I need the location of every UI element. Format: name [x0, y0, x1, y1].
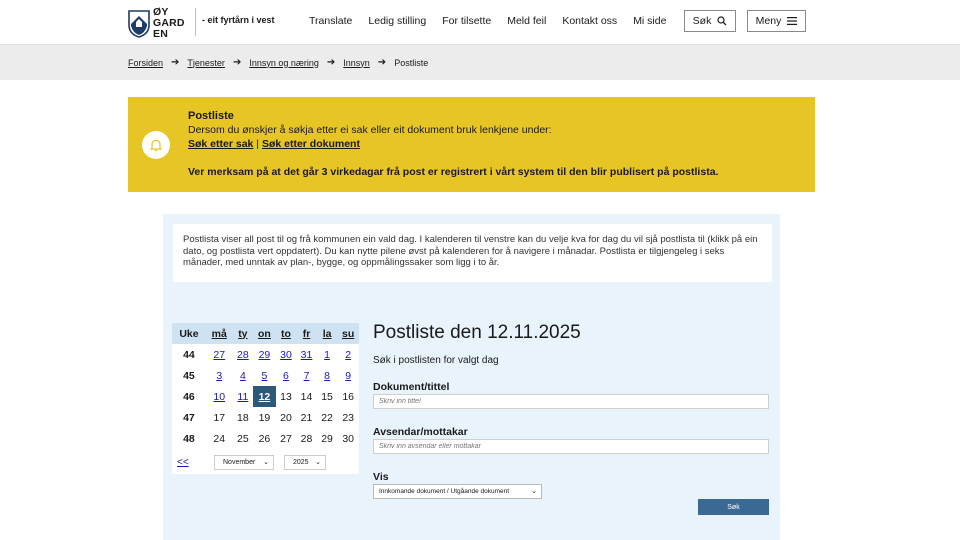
- calendar-day[interactable]: [276, 365, 297, 386]
- search-icon: [717, 16, 727, 26]
- postliste-panel: [163, 214, 780, 540]
- calendar-day: 15: [321, 390, 333, 403]
- calendar-day[interactable]: [276, 344, 297, 365]
- site-header: [0, 0, 960, 45]
- year-select-value: 2025: [293, 459, 309, 466]
- week-number: 48: [183, 432, 195, 445]
- calendar-day[interactable]: [253, 365, 276, 386]
- document-title-input[interactable]: [373, 394, 769, 409]
- calendar-day[interactable]: [296, 365, 317, 386]
- calendar-day: 13: [280, 390, 292, 403]
- breadcrumb: [128, 57, 428, 68]
- notice-warning: Ver merksam på at det går 3 virkedagar frå post er registrert i vårt system til den blir publisert på postlista.: [188, 166, 719, 178]
- search-case-link[interactable]: Søk etter sak: [188, 138, 254, 150]
- crumb-innsyn[interactable]: Innsyn: [343, 57, 370, 68]
- vis-label: Vis: [373, 471, 389, 483]
- calendar-day[interactable]: [206, 386, 233, 407]
- info-notice: [128, 97, 815, 192]
- month-select-value: November: [223, 459, 256, 466]
- day-header-to: to: [276, 323, 297, 344]
- calendar-day-link[interactable]: 9: [345, 369, 352, 382]
- prev-month-link[interactable]: <<: [177, 457, 189, 468]
- document-label: Dokument/tittel: [373, 381, 450, 393]
- crumb-current: Postliste: [394, 57, 429, 68]
- calendar-day-link[interactable]: 4: [239, 369, 246, 382]
- calendar-day[interactable]: [253, 344, 276, 365]
- notice-links: [188, 137, 718, 151]
- header-search-button[interactable]: [684, 10, 736, 32]
- crumb-innsyn-og-naering[interactable]: Innsyn og næring: [249, 57, 319, 68]
- calendar-day: 24: [213, 432, 226, 445]
- calendar-day: 14: [300, 390, 313, 403]
- week-number: 47: [183, 411, 195, 424]
- calendar-day[interactable]: [206, 344, 233, 365]
- page-subtitle: Søk i postlisten for valgt dag: [373, 355, 499, 366]
- notice-body: [188, 109, 718, 179]
- week-number: 45: [183, 369, 195, 382]
- calendar-day[interactable]: [233, 386, 254, 407]
- calendar-day-link[interactable]: 10: [213, 390, 226, 403]
- calendar-week-row: [172, 365, 359, 386]
- calendar-day-link[interactable]: 3: [216, 369, 223, 382]
- day-header-on: on: [253, 323, 276, 344]
- calendar-day[interactable]: [206, 365, 233, 386]
- calendar-day-link[interactable]: 6: [283, 369, 289, 382]
- calendar-header-row: [172, 323, 359, 344]
- bell-icon-wrapper: [142, 131, 170, 159]
- chevron-down-icon: ⌄: [263, 459, 269, 466]
- calendar-day[interactable]: [233, 365, 254, 386]
- header-search-label: Søk: [692, 15, 712, 27]
- calendar-day: 23: [342, 411, 355, 424]
- tagline: - eit fyrtårn i vest: [202, 15, 275, 25]
- calendar-day-link[interactable]: 2: [345, 348, 352, 361]
- top-nav: [309, 9, 682, 33]
- calendar-day: 20: [280, 411, 292, 424]
- calendar-day[interactable]: [317, 365, 338, 386]
- menu-button[interactable]: [747, 10, 806, 32]
- shield-logo-icon: [128, 8, 150, 38]
- calendar-day: 27: [280, 432, 292, 445]
- vis-select[interactable]: [373, 484, 542, 499]
- calendar-day-link[interactable]: 27: [213, 348, 226, 361]
- notice-text: Dersom du ønskjer å søkja etter ei sak eller eit dokument bruk lenkjene under:: [188, 124, 552, 136]
- bell-icon: [149, 138, 163, 152]
- calendar-day-link[interactable]: 1: [324, 348, 330, 361]
- calendar-day: 19: [258, 411, 271, 424]
- crumb-tjenester[interactable]: Tjenester: [187, 57, 225, 68]
- link-separator: |: [256, 138, 260, 150]
- chevron-down-icon: ⌄: [315, 459, 321, 466]
- arrow-right-icon: ➔: [171, 57, 180, 68]
- calendar-day-selected[interactable]: [253, 386, 276, 407]
- day-header-ma: må: [206, 323, 233, 344]
- calendar-footer: [172, 451, 359, 474]
- calendar-body: [172, 344, 359, 449]
- calendar-day: 30: [342, 432, 355, 445]
- calendar-day-link[interactable]: 30: [280, 348, 292, 361]
- breadcrumb-bar: [0, 45, 960, 80]
- menu-label: Meny: [755, 15, 782, 27]
- intro-text: Postlista viser all post til og frå kommunen ein vald dag. I kalenderen til venstre kan du velje kva for dag du vil sjå postlista til (klikk på ein dato, og postlista vert oppdatert). Du kan nytte pilene øvst på kalenderen for å navigere i månadar. Postlista er tilgjengeleg i seks månader, med unntak av plan-, bygge, og oppmålingssaker som ligg i to år.: [173, 224, 772, 282]
- calendar-day-link[interactable]: 31: [300, 348, 313, 361]
- calendar-day: 18: [237, 411, 249, 424]
- calendar-day[interactable]: [296, 344, 317, 365]
- calendar-day[interactable]: [337, 365, 359, 386]
- calendar-day[interactable]: [337, 344, 359, 365]
- year-select[interactable]: [284, 455, 326, 470]
- calendar-day-link[interactable]: 12: [258, 390, 271, 403]
- calendar-week-row: [172, 428, 359, 449]
- sender-input[interactable]: [373, 439, 769, 454]
- calendar-day: 21: [300, 411, 313, 424]
- calendar-day-link[interactable]: 11: [237, 390, 249, 403]
- chevron-down-icon: ⌄: [531, 488, 537, 495]
- nav-kontakt-oss[interactable]: Kontakt oss: [562, 15, 618, 27]
- calendar-day: 22: [321, 411, 333, 424]
- calendar-week-row: [172, 386, 359, 407]
- arrow-right-icon: ➔: [232, 57, 242, 68]
- nav-for-tilsette[interactable]: For tilsette: [442, 15, 492, 27]
- calendar-week-row: [172, 407, 359, 428]
- day-header-ty: ty: [233, 323, 254, 344]
- day-header-su: su: [337, 323, 359, 344]
- arrow-right-icon: ➔: [326, 57, 336, 68]
- calendar-day: 17: [213, 411, 226, 424]
- vis-select-value: Innkomande dokument / Utgåande dokument: [379, 488, 510, 495]
- nav-translate[interactable]: Translate: [309, 15, 353, 27]
- calendar: [172, 323, 359, 474]
- calendar-day-link[interactable]: 7: [303, 369, 310, 382]
- calendar-day-link[interactable]: 5: [261, 369, 268, 382]
- sender-label: Avsendar/mottakar: [373, 426, 468, 438]
- week-header: Uke: [172, 323, 206, 344]
- day-header-fr: fr: [296, 323, 317, 344]
- day-header-la: la: [317, 323, 338, 344]
- logo[interactable]: [128, 5, 188, 41]
- page-title: Postliste den 12.11.2025: [373, 322, 581, 343]
- hamburger-icon: [787, 17, 797, 25]
- calendar-day: 16: [342, 390, 355, 403]
- week-number: 44: [183, 348, 195, 361]
- search-document-link[interactable]: Søk etter dokument: [261, 138, 360, 150]
- calendar-day: 25: [237, 432, 249, 445]
- week-number: 46: [183, 390, 195, 403]
- month-select[interactable]: [214, 455, 274, 470]
- calendar-day: 28: [300, 432, 313, 445]
- calendar-day-link[interactable]: 8: [324, 369, 330, 382]
- nav-mi-side[interactable]: Mi side: [633, 15, 667, 27]
- logo-wordmark: ØY GARD EN: [153, 5, 185, 40]
- nav-meld-feil[interactable]: Meld feil: [507, 15, 547, 27]
- calendar-day[interactable]: [233, 344, 254, 365]
- calendar-day[interactable]: [317, 344, 338, 365]
- calendar-day-link[interactable]: 28: [237, 348, 249, 361]
- logo-divider: [195, 8, 196, 36]
- search-button[interactable]: Søk: [698, 499, 769, 515]
- crumb-forsiden[interactable]: Forsiden: [128, 57, 164, 68]
- notice-title: Postliste: [188, 110, 234, 122]
- nav-ledig-stilling[interactable]: Ledig stilling: [368, 15, 427, 27]
- calendar-week-row: [172, 344, 359, 365]
- calendar-table: [172, 323, 359, 449]
- calendar-day: 26: [258, 432, 271, 445]
- calendar-day: 29: [321, 432, 333, 445]
- calendar-day-link[interactable]: 29: [258, 348, 271, 361]
- arrow-right-icon: ➔: [377, 57, 387, 68]
